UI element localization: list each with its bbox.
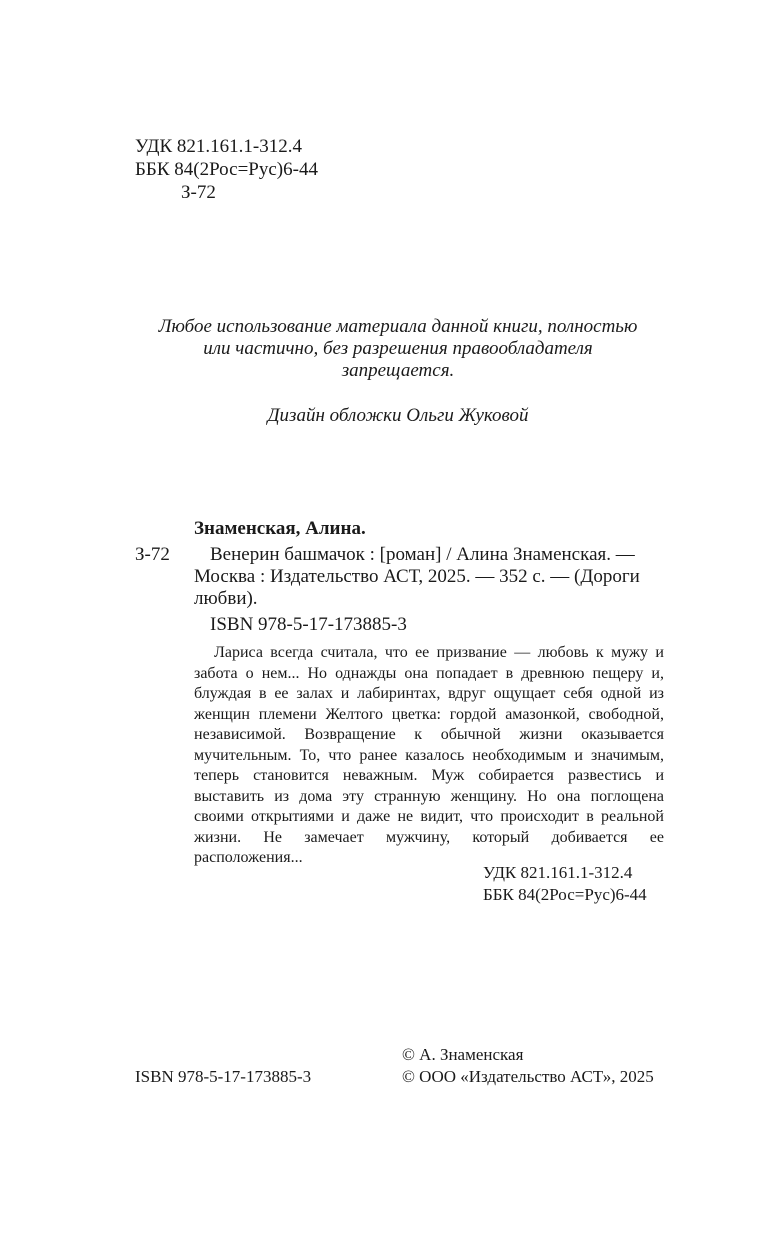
rights-notice-line-1: Любое использование материала данной книги, полностью — [158, 316, 638, 337]
rights-notice-line-3: запрещается. — [341, 360, 455, 381]
catalog-title-line-1: Венерин башмачок : [роман] / Алина Знаменская. — — [210, 544, 635, 565]
footer-isbn: ISBN 978-5-17-173885-3 — [135, 1067, 312, 1086]
catalog-isbn: ISBN 978-5-17-173885-3 — [210, 614, 407, 635]
catalog-author: Знаменская, Алина. — [194, 518, 366, 539]
annotation — [194, 643, 664, 869]
rights-notice-line-2: или частично, без разрешения правообладателя — [203, 338, 593, 359]
catalog-title-line-3: любви). — [194, 588, 258, 609]
rights-notice — [120, 316, 676, 382]
catalog-title-line-2: Москва : Издательство АСТ, 2025. — 352 с. — (Дороги — [194, 566, 640, 587]
catalog-author-sign: З-72 — [135, 544, 170, 565]
cover-design-credit: Дизайн обложки Ольги Жуковой — [267, 405, 529, 426]
copyright-publisher: © ООО «Издательство АСТ», 2025 — [402, 1067, 654, 1086]
annotation-text: Лариса всегда считала, что ее призвание — любовь к мужу и забота о нем... Но однажды она попадает в древнюю пещеру и, блуждая в ее залах и лабиринтах, вдруг ощущает себя одной из женщин племени Желтого цветка: гордой амазонкой, свободной, независимой. Возвращение к обычной жизни оказывается мучительным. То, что ранее казалось необходимым и значимым, теперь становится неважным. Муж собирается развестись и выставить из дома эту странную женщину. Но она поглощена своими открытиями и даже не видит, что происходит в реальной жизни. Не замечает мужчину, который добивается ее расположения... — [194, 644, 664, 866]
classification-bbk: ББК 84(2Рос=Рус)6-44 — [483, 885, 647, 904]
header-udk: УДК 821.161.1-312.4 — [135, 136, 302, 157]
header-bbk: ББК 84(2Рос=Рус)6-44 — [135, 159, 318, 180]
header-author-sign: З-72 — [181, 182, 216, 203]
copyright-author: © А. Знаменская — [402, 1045, 524, 1064]
classification-udk: УДК 821.161.1-312.4 — [483, 863, 633, 882]
